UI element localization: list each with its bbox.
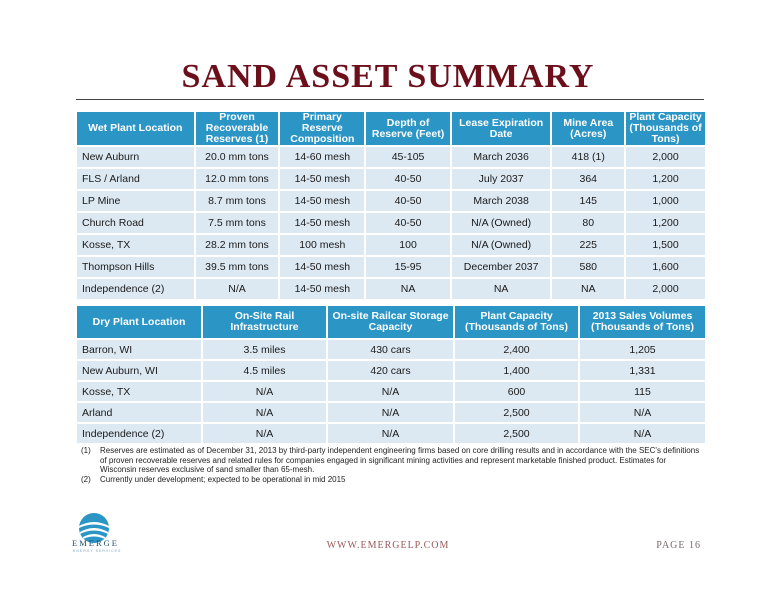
footnote-number: (1): [81, 446, 91, 455]
table-cell: March 2038: [452, 191, 551, 211]
table-cell: 14-50 mesh: [280, 191, 364, 211]
table-cell: N/A: [328, 403, 453, 422]
table-cell: 14-60 mesh: [280, 147, 364, 167]
table-row: [77, 361, 705, 380]
table-cell: 80: [552, 213, 624, 233]
table-cell: 1,600: [626, 257, 705, 277]
table-cell: 8.7 mm tons: [196, 191, 279, 211]
wet-plant-table: [75, 110, 707, 301]
table-cell: New Auburn: [77, 147, 194, 167]
footnote: [81, 475, 701, 485]
table-cell: 2,400: [455, 340, 578, 359]
table-cell: N/A: [203, 403, 326, 422]
table-cell: NA: [366, 279, 450, 299]
table-cell: 45-105: [366, 147, 450, 167]
header-mine-area: Mine Area (Acres): [552, 112, 624, 145]
table-row: [77, 382, 705, 401]
table-cell: Barron, WI: [77, 340, 201, 359]
table-cell: 40-50: [366, 191, 450, 211]
table-cell: N/A: [196, 279, 279, 299]
table-cell: New Auburn, WI: [77, 361, 201, 380]
header-dry-plant-capacity: Plant Capacity (Thousands of Tons): [455, 306, 578, 338]
header-lease-expiration: Lease Expiration Date: [452, 112, 551, 145]
table-cell: Independence (2): [77, 424, 201, 443]
header-railcar-storage: On-site Railcar Storage Capacity: [328, 306, 453, 338]
table-cell: 40-50: [366, 213, 450, 233]
table-cell: 1,200: [626, 169, 705, 189]
page-title: SAND ASSET SUMMARY: [181, 58, 595, 95]
table-cell: N/A (Owned): [452, 213, 551, 233]
footnote-text: Currently under development; expected to be operational in mid 2015: [100, 474, 346, 484]
table-row: [77, 235, 705, 255]
header-reserve-composition: Primary Reserve Composition: [280, 112, 364, 145]
header-rail-infrastructure: On-Site Rail Infrastructure: [203, 306, 326, 338]
table-cell: 600: [455, 382, 578, 401]
table-cell: 4.5 miles: [203, 361, 326, 380]
table-cell: 1,400: [455, 361, 578, 380]
table-row: [77, 191, 705, 211]
table-cell: 145: [552, 191, 624, 211]
logo-subtext: ENERGY SERVICES: [73, 549, 122, 553]
table-cell: 28.2 mm tons: [196, 235, 279, 255]
table-cell: 100 mesh: [280, 235, 364, 255]
table-row: [77, 340, 705, 359]
table-cell: N/A: [328, 424, 453, 443]
table-row: [77, 257, 705, 277]
table-cell: March 2036: [452, 147, 551, 167]
table-cell: 14-50 mesh: [280, 279, 364, 299]
table-row: [77, 213, 705, 233]
table-cell: Kosse, TX: [77, 382, 201, 401]
table-cell: NA: [552, 279, 624, 299]
dry-table-header-row: [77, 306, 705, 338]
wet-table-header-row: [77, 112, 705, 145]
table-cell: 39.5 mm tons: [196, 257, 279, 277]
title-divider: [76, 99, 704, 100]
table-cell: 100: [366, 235, 450, 255]
table-cell: Church Road: [77, 213, 194, 233]
footnote-number: (2): [81, 474, 91, 484]
table-cell: July 2037: [452, 169, 551, 189]
footnote: [81, 446, 701, 475]
table-cell: 1,200: [626, 213, 705, 233]
table-row: [77, 147, 705, 167]
table-cell: 2,000: [626, 279, 705, 299]
table-row: [77, 424, 705, 443]
website-link[interactable]: WWW.EMERGELP.COM: [326, 540, 450, 551]
table-cell: 1,205: [580, 340, 705, 359]
table-cell: 364: [552, 169, 624, 189]
table-cell: 40-50: [366, 169, 450, 189]
header-proven-reserves: Proven Recoverable Reserves (1): [196, 112, 279, 145]
table-cell: 1,500: [626, 235, 705, 255]
table-cell: N/A (Owned): [452, 235, 551, 255]
logo-wordmark: EMERGE: [72, 538, 119, 548]
table-cell: 14-50 mesh: [280, 257, 364, 277]
table-cell: December 2037: [452, 257, 551, 277]
header-depth-of-reserve: Depth of Reserve (Feet): [366, 112, 450, 145]
table-cell: Arland: [77, 403, 201, 422]
table-row: [77, 169, 705, 189]
header-plant-capacity: Plant Capacity (Thousands of Tons): [626, 112, 705, 145]
table-cell: 115: [580, 382, 705, 401]
table-cell: 1,000: [626, 191, 705, 211]
table-cell: 3.5 miles: [203, 340, 326, 359]
table-cell: N/A: [580, 424, 705, 443]
table-cell: Thompson Hills: [77, 257, 194, 277]
footnote-text: Reserves are estimated as of December 31, 2013 by third-party independent engineering firms based on core drilling results and in accordance with the SEC's definitions of proven recoverable reserves and related rules for companies engaged in significant mining activities and represent marketable finished product. Estimates for Wisconsin reserves exclusive of sand smaller than 65-mesh.: [100, 446, 700, 474]
table-cell: 580: [552, 257, 624, 277]
table-row: [77, 403, 705, 422]
table-cell: 418 (1): [552, 147, 624, 167]
table-cell: 420 cars: [328, 361, 453, 380]
table-cell: 14-50 mesh: [280, 169, 364, 189]
table-cell: Kosse, TX: [77, 235, 194, 255]
table-cell: N/A: [203, 382, 326, 401]
dry-plant-table: [75, 304, 707, 445]
table-cell: FLS / Arland: [77, 169, 194, 189]
table-cell: 225: [552, 235, 624, 255]
table-cell: 2,000: [626, 147, 705, 167]
header-sales-volumes: 2013 Sales Volumes (Thousands of Tons): [580, 306, 705, 338]
table-cell: 2,500: [455, 424, 578, 443]
table-cell: LP Mine: [77, 191, 194, 211]
table-cell: N/A: [328, 382, 453, 401]
table-cell: 14-50 mesh: [280, 213, 364, 233]
table-cell: 15-95: [366, 257, 450, 277]
table-row: [77, 279, 705, 299]
page-number: PAGE 16: [656, 540, 701, 551]
footnotes: [81, 446, 701, 484]
table-cell: 2,500: [455, 403, 578, 422]
header-wet-plant-location: Wet Plant Location: [77, 112, 194, 145]
table-cell: 7.5 mm tons: [196, 213, 279, 233]
table-cell: Independence (2): [77, 279, 194, 299]
table-cell: 12.0 mm tons: [196, 169, 279, 189]
table-cell: 20.0 mm tons: [196, 147, 279, 167]
table-cell: 430 cars: [328, 340, 453, 359]
table-cell: 1,331: [580, 361, 705, 380]
table-cell: NA: [452, 279, 551, 299]
header-dry-plant-location: Dry Plant Location: [77, 306, 201, 338]
table-cell: N/A: [580, 403, 705, 422]
table-cell: N/A: [203, 424, 326, 443]
